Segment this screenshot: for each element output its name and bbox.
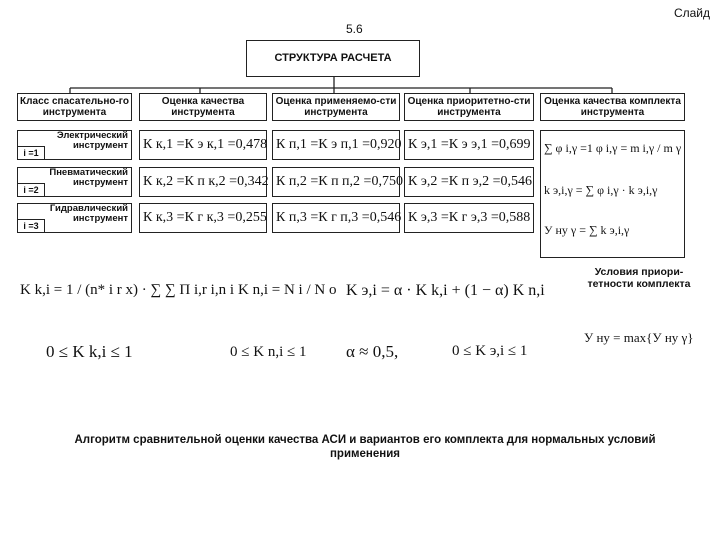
priority-condition-formula: У ну = max{У ну γ} <box>584 330 694 345</box>
cell-priority-2: К э,2 =К п э,2 =0,546 <box>404 167 534 197</box>
row-label-electric <box>17 130 132 160</box>
kit-formula-weights: ∑ φ i,γ =1 φ i,γ = m i,γ / m γ <box>544 141 682 155</box>
row-name: Пневматический инструмент <box>49 167 128 188</box>
slide-label: Слайд <box>673 6 710 20</box>
row-name: Электрический инструмент <box>56 130 128 151</box>
cell-quality-2: К к,2 =К п к,2 =0,342 <box>139 167 267 197</box>
col-header-label: Класс спасательно-го инструмента <box>20 96 129 118</box>
cell-applicability-2: К п,2 =К п п,2 =0,750 <box>272 167 400 197</box>
slide-number: 5.6 <box>346 22 363 36</box>
formula-applicability: K n,i = N i / N o <box>238 282 337 298</box>
kit-formula-priority: k э,i,γ = ∑ φ i,γ · k э,i,γ <box>544 183 658 197</box>
col-header-label: Оценка качества инструмента <box>161 96 245 118</box>
formula-priority: K э,i = α · K k,i + (1 − α) K n,i <box>346 282 545 299</box>
range-priority: 0 ≤ K э,i ≤ 1 <box>452 343 528 359</box>
priority-condition-title: Условия приори-тетности комплекта <box>587 266 691 290</box>
title-box <box>246 40 420 77</box>
row-name: Гидравлический инструмент <box>49 203 128 224</box>
col-header-label: Оценка приоритетно-сти инструмента <box>407 96 531 118</box>
cell-applicability-3: К п,3 =К г п,3 =0,546 <box>272 203 400 233</box>
col-header-applicability <box>272 93 400 121</box>
row-index: i =2 <box>18 183 45 196</box>
slide-caption: Алгоритм сравнительной оценки качества АСИ и вариантов его комплекта для нормальных условий применения <box>74 434 656 460</box>
col-header-priority <box>404 93 534 121</box>
col-header-label: Оценка применяемо-сти инструмента <box>275 96 397 118</box>
row-label-hydraulic <box>17 203 132 233</box>
alpha-value: α ≈ 0,5, <box>346 342 399 361</box>
col-header-class <box>17 93 132 121</box>
col-header-quality <box>139 93 267 121</box>
row-index: i =1 <box>18 146 45 159</box>
cell-quality-1: К к,1 =К э к,1 =0,478 <box>139 130 267 160</box>
cell-quality-3: К к,3 =К г к,3 =0,255 <box>139 203 267 233</box>
row-label-pneumatic <box>17 167 132 197</box>
cell-priority-3: К э,3 =К г э,3 =0,588 <box>404 203 534 233</box>
col-header-kit <box>540 93 685 121</box>
range-applicability: 0 ≤ K n,i ≤ 1 <box>230 344 307 360</box>
row-index: i =3 <box>18 219 45 232</box>
kit-formula-quality: У ну γ = ∑ k э,i,γ <box>544 223 630 237</box>
range-quality: 0 ≤ K k,i ≤ 1 <box>46 342 133 361</box>
cell-applicability-1: К п,1 =К э п,1 =0,920 <box>272 130 400 160</box>
kit-formula-box <box>540 130 685 258</box>
formula-quality: K k,i = 1 / (n* i r x) · ∑ ∑ П i,r i,n i <box>20 282 234 298</box>
col-header-label: Оценка качества комплекта инструмента <box>544 96 681 118</box>
page-title: СТРУКТУРА РАСЧЕТА <box>274 52 392 64</box>
cell-priority-1: К э,1 =К э э,1 =0,699 <box>404 130 534 160</box>
